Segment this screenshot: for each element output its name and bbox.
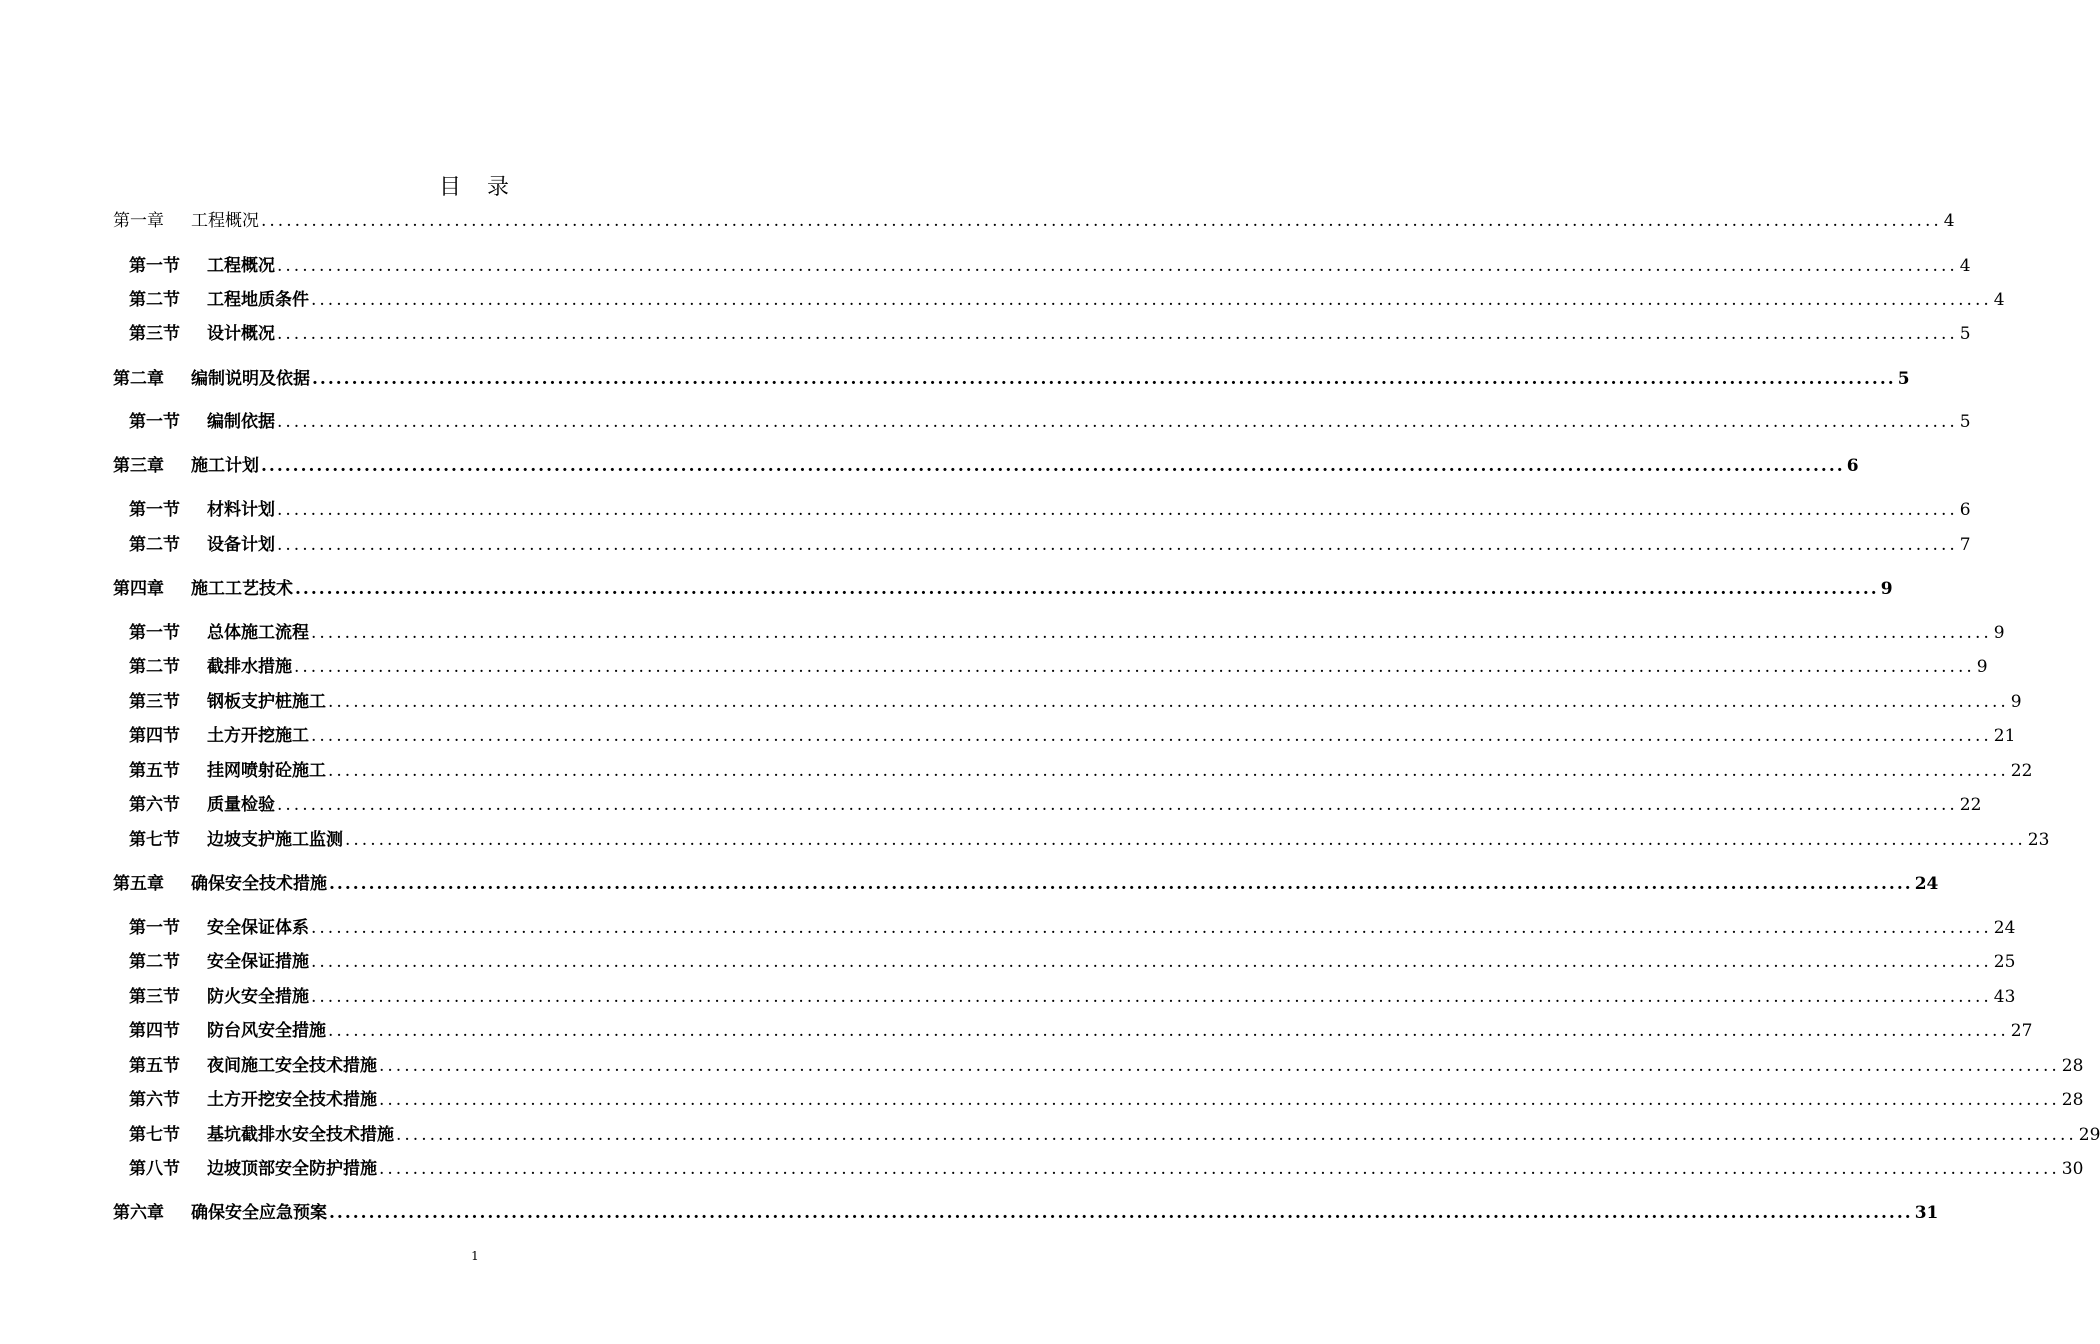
toc-entry-page: 9 <box>2010 692 2022 712</box>
toc-entry-label: 第三章 <box>113 456 164 476</box>
toc-entry-page: 4 <box>1959 256 1971 276</box>
toc-entry-title: 防火安全措施 <box>207 987 309 1007</box>
toc-dot-leader: ........................................................................................................................................................................................................ <box>345 830 2026 850</box>
toc-section-entry[interactable] <box>113 724 2016 748</box>
toc-section-entry[interactable] <box>113 690 2022 714</box>
toc-dot-leader: ........................................................................................................................................................................................................ <box>311 726 1992 746</box>
toc-entry-title: 确保安全技术措施 <box>191 874 327 894</box>
toc-section-entry[interactable] <box>113 1123 2100 1147</box>
toc-entry-title: 材料计划 <box>207 500 275 520</box>
toc-section-entry[interactable] <box>113 322 1971 346</box>
toc-entry-title: 工程概况 <box>207 256 275 276</box>
toc-entry-title: 施工工艺技术 <box>191 579 293 599</box>
toc-section-entry[interactable] <box>113 288 2005 312</box>
toc-entry-title: 施工计划 <box>191 456 259 476</box>
toc-entry-title: 设备计划 <box>207 535 275 555</box>
toc-entry-page: 22 <box>2010 761 2033 781</box>
toc-entry-title: 工程地质条件 <box>207 290 309 310</box>
toc-entry-label: 第一节 <box>129 918 180 938</box>
toc-section-entry[interactable] <box>113 1019 2033 1043</box>
toc-entry-page: 31 <box>1914 1203 1939 1223</box>
toc-entry-page: 23 <box>2027 830 2050 850</box>
toc-entry-label: 第五节 <box>129 1056 180 1076</box>
toc-section-entry[interactable] <box>113 655 1988 679</box>
toc-entry-label: 第五章 <box>113 874 164 894</box>
toc-dot-leader: ........................................................................................................................................................................................................ <box>277 324 1958 344</box>
toc-dot-leader: ........................................................................................................................................................................................................ <box>312 369 1896 389</box>
toc-dot-leader: ........................................................................................................................................................................................................ <box>311 987 1992 1007</box>
toc-entry-page: 30 <box>2061 1159 2084 1179</box>
toc-entry-label: 第六节 <box>129 1090 180 1110</box>
toc-entry-page: 9 <box>1880 579 1893 599</box>
toc-dot-leader: ........................................................................................................................................................................................................ <box>311 623 1992 643</box>
toc-dot-leader: ........................................................................................................................................................................................................ <box>277 256 1958 276</box>
toc-entry-page: 9 <box>1993 623 2005 643</box>
toc-entry-page: 6 <box>1846 456 1859 476</box>
toc-entry-title: 钢板支护桩施工 <box>207 692 326 712</box>
toc-entry-label: 第四节 <box>129 1021 180 1041</box>
toc-dot-leader: ........................................................................................................................................................................................................ <box>328 761 2009 781</box>
toc-section-entry[interactable] <box>113 1088 2084 1112</box>
toc-chapter-entry[interactable] <box>113 577 1893 601</box>
toc-section-entry[interactable] <box>113 1054 2084 1078</box>
toc-entry-title: 确保安全应急预案 <box>191 1203 327 1223</box>
toc-entry-label: 第一节 <box>129 412 180 432</box>
toc-dot-leader: ........................................................................................................................................................................................................ <box>328 692 2009 712</box>
toc-dot-leader: ........................................................................................................................................................................................................ <box>277 795 1958 815</box>
toc-chapter-entry[interactable] <box>113 454 1859 478</box>
toc-entry-label: 第三节 <box>129 324 180 344</box>
toc-entry-label: 第四节 <box>129 726 180 746</box>
toc-dot-leader: ........................................................................................................................................................................................................ <box>379 1090 2060 1110</box>
toc-entry-title: 边坡支护施工监测 <box>207 830 343 850</box>
toc-entry-page: 5 <box>1959 324 1971 344</box>
toc-entry-title: 编制依据 <box>207 412 275 432</box>
toc-dot-leader: ........................................................................................................................................................................................................ <box>295 579 1879 599</box>
toc-entry-page: 9 <box>1976 657 1988 677</box>
toc-entry-label: 第八节 <box>129 1159 180 1179</box>
toc-entry-title: 安全保证措施 <box>207 952 309 972</box>
toc-entry-title: 挂网喷射砼施工 <box>207 761 326 781</box>
toc-entry-page: 29 <box>2078 1125 2100 1145</box>
toc-entry-page: 5 <box>1959 412 1971 432</box>
toc-dot-leader: ........................................................................................................................................................................................................ <box>396 1125 2077 1145</box>
toc-entry-title: 总体施工流程 <box>207 623 309 643</box>
toc-entry-page: 4 <box>1943 211 1955 231</box>
toc-entry-label: 第二节 <box>129 535 180 555</box>
toc-section-entry[interactable] <box>113 410 1971 434</box>
toc-dot-leader: ........................................................................................................................................................................................................ <box>261 456 1845 476</box>
toc-dot-leader: ........................................................................................................................................................................................................ <box>277 412 1958 432</box>
toc-entry-page: 7 <box>1959 535 1971 555</box>
toc-dot-leader: ........................................................................................................................................................................................................ <box>311 952 1992 972</box>
toc-dot-leader: ........................................................................................................................................................................................................ <box>311 918 1992 938</box>
toc-entry-title: 防台风安全措施 <box>207 1021 326 1041</box>
toc-section-entry[interactable] <box>113 621 2005 645</box>
toc-chapter-entry[interactable] <box>113 872 1939 896</box>
toc-chapter-entry[interactable] <box>113 367 1910 391</box>
toc-entry-label: 第七节 <box>129 1125 180 1145</box>
toc-chapter-entry[interactable] <box>113 1201 1939 1225</box>
toc-entry-page: 27 <box>2010 1021 2033 1041</box>
toc-dot-leader: ........................................................................................................................................................................................................ <box>261 211 1942 231</box>
toc-entry-page: 24 <box>1993 918 2016 938</box>
toc-entry-label: 第六节 <box>129 795 180 815</box>
toc-entry-page: 21 <box>1993 726 2016 746</box>
toc-entry-label: 第二节 <box>129 657 180 677</box>
toc-entry-label: 第一章 <box>113 211 164 231</box>
toc-entry-label: 第六章 <box>113 1203 164 1223</box>
toc-entry-title: 编制说明及依据 <box>191 369 310 389</box>
toc-entry-title: 截排水措施 <box>207 657 292 677</box>
toc-section-entry[interactable] <box>113 793 1982 817</box>
toc-section-entry[interactable] <box>113 1157 2084 1181</box>
toc-section-entry[interactable] <box>113 916 2016 940</box>
toc-chapter-entry[interactable] <box>113 209 1955 233</box>
toc-entry-label: 第七节 <box>129 830 180 850</box>
toc-entry-label: 第二节 <box>129 952 180 972</box>
toc-entry-page: 25 <box>1993 952 2016 972</box>
toc-dot-leader: ........................................................................................................................................................................................................ <box>329 874 1913 894</box>
toc-section-entry[interactable] <box>113 985 2016 1009</box>
toc-entry-label: 第二章 <box>113 369 164 389</box>
toc-entry-label: 第五节 <box>129 761 180 781</box>
toc-entry-page: 43 <box>1993 987 2016 1007</box>
toc-entry-title: 质量检验 <box>207 795 275 815</box>
toc-entry-title: 基坑截排水安全技术措施 <box>207 1125 394 1145</box>
toc-section-entry[interactable] <box>113 828 2050 852</box>
toc-entry-page: 5 <box>1897 369 1910 389</box>
toc-entry-title: 夜间施工安全技术措施 <box>207 1056 377 1076</box>
toc-entry-page: 6 <box>1959 500 1971 520</box>
toc-entry-label: 第一节 <box>129 256 180 276</box>
toc-entry-page: 22 <box>1959 795 1982 815</box>
toc-entry-label: 第四章 <box>113 579 164 599</box>
toc-entry-label: 第三节 <box>129 692 180 712</box>
toc-dot-leader: ........................................................................................................................................................................................................ <box>311 290 1992 310</box>
page-title: 目 录 <box>438 175 511 200</box>
toc-dot-leader: ........................................................................................................................................................................................................ <box>277 535 1958 555</box>
toc-entry-page: 24 <box>1914 874 1939 894</box>
toc-entry-title: 安全保证体系 <box>207 918 309 938</box>
page-number: 1 <box>471 1249 479 1263</box>
toc-section-entry[interactable] <box>113 533 1971 557</box>
toc-entry-page: 28 <box>2061 1090 2084 1110</box>
toc-entry-page: 28 <box>2061 1056 2084 1076</box>
toc-entry-label: 第一节 <box>129 623 180 643</box>
toc-entry-title: 土方开挖施工 <box>207 726 309 746</box>
toc-section-entry[interactable] <box>113 759 2033 783</box>
toc-dot-leader: ........................................................................................................................................................................................................ <box>328 1021 2009 1041</box>
toc-entry-page: 4 <box>1993 290 2005 310</box>
toc-entry-label: 第三节 <box>129 987 180 1007</box>
toc-entry-title: 土方开挖安全技术措施 <box>207 1090 377 1110</box>
toc-entry-title: 边坡顶部安全防护措施 <box>207 1159 377 1179</box>
toc-section-entry[interactable] <box>113 498 1971 522</box>
toc-entry-label: 第二节 <box>129 290 180 310</box>
toc-section-entry[interactable] <box>113 254 1971 278</box>
toc-dot-leader: ........................................................................................................................................................................................................ <box>294 657 1975 677</box>
toc-entry-title: 设计概况 <box>207 324 275 344</box>
toc-dot-leader: ........................................................................................................................................................................................................ <box>379 1159 2060 1179</box>
toc-entry-title: 工程概况 <box>191 211 259 231</box>
toc-dot-leader: ........................................................................................................................................................................................................ <box>277 500 1958 520</box>
toc-dot-leader: ........................................................................................................................................................................................................ <box>379 1056 2060 1076</box>
toc-dot-leader: ........................................................................................................................................................................................................ <box>329 1203 1913 1223</box>
toc-section-entry[interactable] <box>113 950 2016 974</box>
toc-entry-label: 第一节 <box>129 500 180 520</box>
